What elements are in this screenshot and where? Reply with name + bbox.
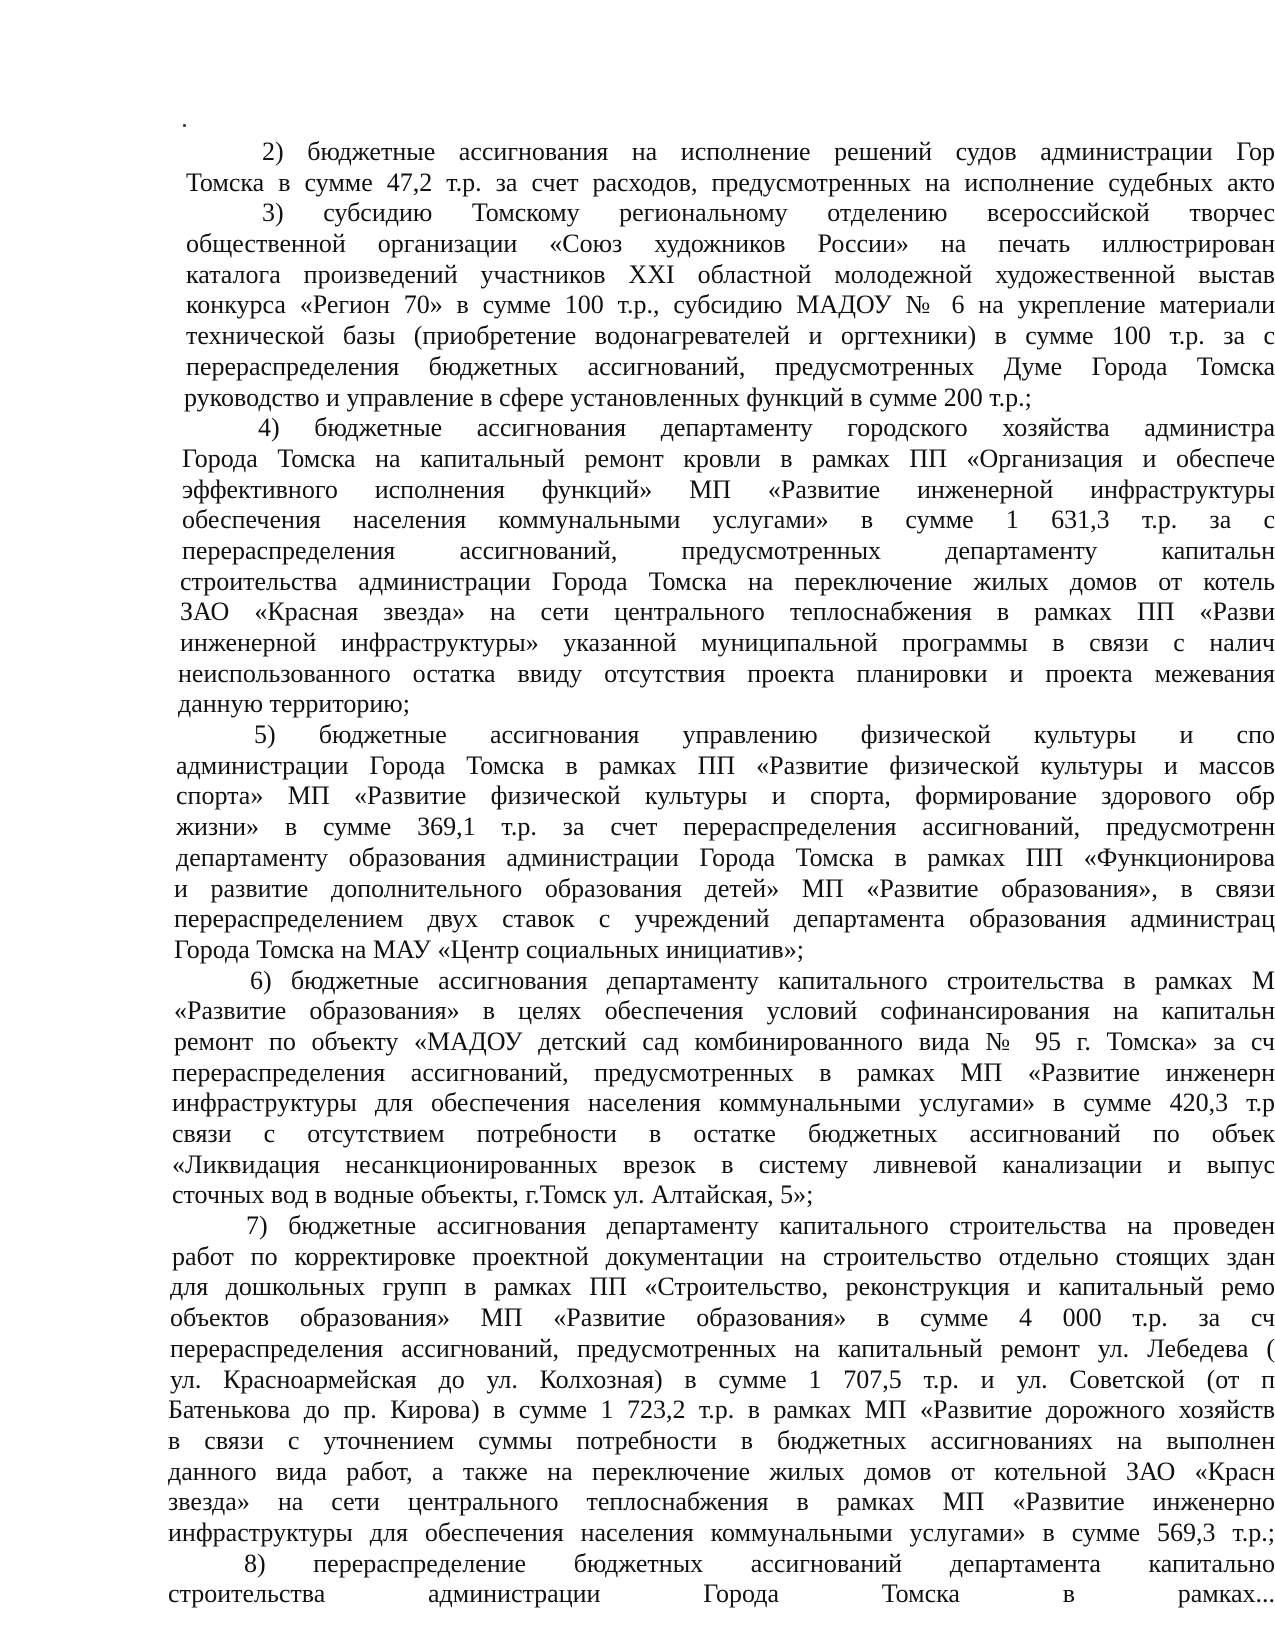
text-line (0, 352, 1275, 383)
text-line-content: в связи с уточнением суммы потребности в бюджетных ассигнованиях на выполнен (168, 1425, 1275, 1455)
text-line (0, 597, 1275, 628)
text-line-content: данную территорию; (178, 689, 410, 719)
text-line (0, 536, 1275, 567)
text-line (0, 1272, 1275, 1303)
text-line (0, 1303, 1275, 1334)
text-line (0, 1487, 1275, 1518)
text-line (0, 567, 1275, 598)
text-line (0, 1426, 1275, 1457)
text-line-content: 5) бюджетные ассигнования управлению физической культуры и спо (254, 720, 1275, 750)
text-line-content: и развитие дополнительного образования детей» МП «Развитие образования», в связи (174, 873, 1275, 903)
text-line (0, 1549, 1275, 1580)
text-line (0, 1058, 1275, 1089)
text-line-content: каталога произведений участников XXI областной молодежной художественной выстав (186, 259, 1275, 289)
text-line (0, 1457, 1275, 1488)
text-line-content: спорта» МП «Развитие физической культуры и спорта, формирование здорового обр (176, 781, 1275, 811)
text-line (0, 1579, 1275, 1610)
text-line-content: перераспределения ассигнований, предусмотренных на капитальный ремонт ул. Лебедева ( (170, 1333, 1275, 1363)
text-line (0, 198, 1275, 229)
text-line (0, 444, 1275, 475)
text-line-content: перераспределения ассигнований, предусмотренных департаменту капитальн (182, 535, 1275, 565)
text-line (0, 168, 1275, 199)
text-line (0, 996, 1275, 1027)
text-line-content: перераспределением двух ставок с учреждений департамента образования администрац (174, 904, 1275, 934)
text-line-content: департаменту образования администрации Города Томска в рамках ПП «Функционирова (176, 842, 1275, 872)
text-line (0, 413, 1275, 444)
text-line-content: ремонт по объекту «МАДОУ детский сад комбинированного вида № 95 г. Томска» за сч (174, 1026, 1275, 1056)
text-line-content: строительства администрации Города Томска в рамках... (168, 1579, 1275, 1609)
scan-speck (183, 124, 186, 127)
text-line (0, 1088, 1275, 1119)
text-line (0, 689, 420, 720)
text-line (0, 966, 1275, 997)
text-line (0, 935, 830, 966)
text-line-content: 2) бюджетные ассигнования на исполнение решений судов администрации Гор (262, 137, 1275, 166)
text-line (0, 1119, 1275, 1150)
text-line (0, 659, 1275, 690)
text-line-content: инфраструктуры для обеспечения населения коммунальными услугами» в сумме 569,3 т.р.; (168, 1517, 1275, 1547)
text-line (0, 874, 1275, 905)
text-line-content: эффективного исполнения функций» МП «Развитие инженерной инфраструктуры (182, 474, 1275, 504)
text-line (0, 720, 1275, 751)
text-line (0, 137, 1275, 168)
text-line-content: связи с отсутствием потребности в остатке бюджетных ассигнований по объек (172, 1119, 1275, 1148)
text-line (0, 1365, 1275, 1396)
text-line-content: общественной организации «Союз художников России» на печать иллюстрирован (186, 229, 1275, 259)
text-line (0, 1395, 1275, 1426)
text-line (0, 321, 1275, 352)
text-line-content: звезда» на сети центрального теплоснабжения в рамках МП «Развитие инженерно (168, 1487, 1275, 1517)
text-line-content: перераспределения ассигнований, предусмотренных в рамках МП «Развитие инженерн (172, 1057, 1275, 1087)
text-line-content: для дошкольных групп в рамках ПП «Строительство, реконструкция и капитальный ремо (170, 1272, 1275, 1302)
text-line-content: 7) бюджетные ассигнования департаменту капитального строительства на проведен (246, 1211, 1275, 1241)
text-line-content: 3) субсидию Томскому региональному отделению всероссийской творчес (262, 198, 1275, 228)
text-line-content: обеспечения населения коммунальными услугами» в сумме 1 631,3 т.р. за с (182, 505, 1275, 535)
text-line-content: неиспользованного остатка ввиду отсутствия проекта планировки и проекта межевания (178, 658, 1275, 688)
text-line-content: жизни» в сумме 369,1 т.р. за счет перераспределения ассигнований, предусмотренн (176, 812, 1275, 842)
text-line (0, 1180, 835, 1211)
text-line-content: «Ликвидация несанкционированных врезок в систему ливневой канализации и выпус (172, 1149, 1275, 1179)
text-line (0, 383, 1058, 414)
text-line-content: администрации Города Томска в рамках ПП «Развитие физической культуры и массов (176, 750, 1275, 780)
text-line (0, 1211, 1275, 1242)
text-line-content: Томска в сумме 47,2 т.р. за счет расходов, предусмотренных на исполнение судебных акто (186, 167, 1275, 197)
text-line-content: Батенькова до пр. Кирова) в сумме 1 723,2 т.р. в рамках МП «Развитие дорожного хозяйств (168, 1395, 1275, 1425)
text-line-content: Города Томска на капитальный ремонт кровли в рамках ПП «Организация и обеспече (182, 443, 1275, 473)
text-line-content: работ по корректировке проектной документации на строительство отдельно стоящих здан (172, 1241, 1275, 1271)
text-line (0, 628, 1275, 659)
text-line-content: технической базы (приобретение водонагревателей и оргтехники) в сумме 100 т.р. за с (186, 321, 1275, 351)
text-line-content: сточных вод в водные объекты, г.Томск ул. Алтайская, 5»; (172, 1180, 814, 1210)
text-line-content: руководство и управление в сфере установленных функций в сумме 200 т.р.; (184, 382, 1032, 412)
text-line (0, 1150, 1275, 1181)
text-line (0, 751, 1275, 782)
text-line-content: перераспределения бюджетных ассигнований, предусмотренных Думе Города Томска (186, 351, 1275, 381)
text-line (0, 812, 1275, 843)
text-line-content: данного вида работ, а также на переключение жилых домов от котельной ЗАО «Красн (168, 1456, 1275, 1486)
text-line-content: Города Томска на МАУ «Центр социальных инициатив»; (174, 934, 804, 964)
text-line (0, 229, 1275, 260)
text-line (0, 260, 1275, 291)
text-line-content: объектов образования» МП «Развитие образования» в сумме 4 000 т.р. за сч (170, 1303, 1275, 1333)
text-line-content: ул. Красноармейская до ул. Колхозная) в сумме 1 707,5 т.р. и ул. Советской (от п (170, 1364, 1275, 1394)
text-line (0, 1518, 1275, 1549)
text-line (0, 290, 1275, 321)
text-line (0, 505, 1275, 536)
document-body (0, 137, 1275, 1610)
text-line-content: инфраструктуры для обеспечения населения коммунальными услугами» в сумме 420,3 т.р (172, 1088, 1275, 1118)
text-line (0, 843, 1275, 874)
text-line-content: конкурса «Регион 70» в сумме 100 т.р., субсидию МАДОУ № 6 на укрепление материали (186, 290, 1275, 320)
text-line-content: 8) перераспределение бюджетных ассигнований департамента капитально (244, 1548, 1275, 1578)
text-line-content: инженерной инфраструктуры» указанной муниципальной программы в связи с налич (180, 628, 1275, 657)
text-line (0, 781, 1275, 812)
text-line (0, 1334, 1275, 1365)
text-line (0, 1242, 1275, 1273)
text-line-content: «Развитие образования» в целях обеспечения условий софинансирования на капитальн (174, 996, 1275, 1026)
text-line-content: ЗАО «Красная звезда» на сети центрального теплоснабжения в рамках ПП «Разви (180, 597, 1275, 627)
text-line-content: строительства администрации Города Томска на переключение жилых домов от котель (180, 566, 1275, 596)
text-line (0, 904, 1275, 935)
text-line-content: 4) бюджетные ассигнования департаменту городского хозяйства администра (258, 413, 1275, 443)
text-line (0, 475, 1275, 506)
text-line (0, 1027, 1275, 1058)
text-line-content: 6) бюджетные ассигнования департаменту капитального строительства в рамках М (250, 965, 1275, 995)
